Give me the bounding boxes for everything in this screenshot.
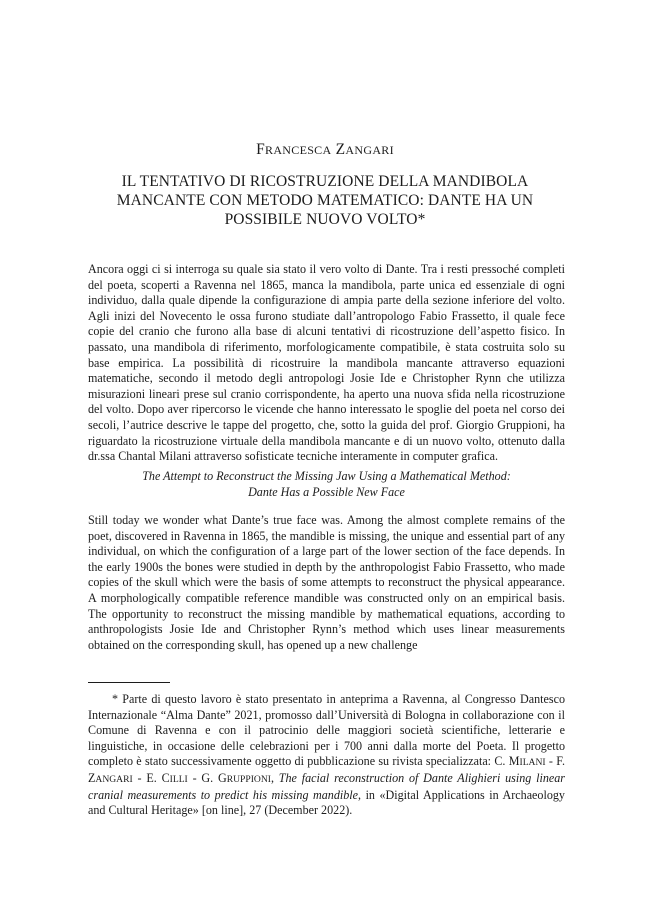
abstract-english: Still today we wonder what Dante’s true face was. Among the almost complete remains of the poet, discovered in Ravenna in 1865, the mandible is missing, the unique and essential part of any individual, on which the configuration of a large part of the lower section of the face depends. In the early 1900s the bones were studied in depth by the anthropologist Fabio Frassetto, who made copies of the skull which were the basis of some attempts to reconstruct the physical appearance. A morphologically compatible reference mandible was constructed only on an empirical basis. The opportunity to reconstruct the missing mandible by mathematical equations, according to anthropologists Josie Ide and Christopher Rynn’s method which uses linear measurements obtained on the corresponding skull, has opened up a new challenge: [88, 513, 565, 652]
abstract-italian: Ancora oggi ci si interroga su quale sia stato il vero volto di Dante. Tra i resti pressoché completi del poeta, scoperti a Ravenna nel 1865, manca la mandibola, parte unica ed essenziale di ogni individuo, dalla quale dipende la configurazione di ampia parte della sezione inferiore del volto. Agli inizi del Novecento le ossa furono studiate dall’antropologo Fabio Frassetto, il quale fece copie del cranio che furono alla base di alcuni tentativi di ricostruzione dell’aspetto fisico. In passato, una mandibola di riferimento, morfologicamente compatibile, è stata costruita solo su base empirica. La possibilità di ricostruire la mandibola mancante attraverso equazioni matematiche, secondo il metodo degli antropologi Josie Ide e Christopher Rynn che utilizza misurazioni lineari prese sul cranio corrispondente, ha aperto una nuova sfida nella ricostruzione del volto. Dopo aver ripercorso le vicende che hanno interessato le spoglie del poeta nel corso dei secoli, l’autrice descrive le tappe del progetto, che, sotto la guida del prof. Giorgio Gruppioni, ha riguardato la ricostruzione virtuale della mandibola mancante e di un nuovo volto, ottenuto dalla dr.ssa Chantal Milani attraverso sofisticate tecniche interamente in computer grafica.: [88, 262, 565, 464]
footnote-article-title: The facial reconstruction of Dante Alighieri using linear cranial measurements to predict his missing mandible: [88, 770, 566, 802]
english-title-line2: Dante Has a Possible New Face: [248, 484, 405, 499]
english-title: [88, 469, 565, 500]
footnote-author-4: G. GRUPPIONI: [201, 770, 271, 785]
author-first-rest: RANCESCA: [265, 143, 332, 157]
footnote-separator: [88, 682, 170, 683]
english-title-line1: The Attempt to Reconstruct the Missing Jaw Using a Mathematical Method:: [142, 469, 511, 483]
footnote-journal: , in «Digital Applications in Archaeology and Cultural Heritage» [on line], 27 (December 2022).: [88, 787, 565, 818]
footnote-author-2: F. ZANGARI: [88, 754, 565, 785]
footnote-author-1: C. MILANI: [494, 754, 546, 769]
footnote-author-3: E. CILLI: [146, 770, 188, 785]
article-title: IL TENTATIVO DI RICOSTRUZIONE DELLA MANDIBOLA MANCANTE CON METODO MATEMATICO: DANTE HA UN POSSIBILE NUOVO VOLTO*: [116, 173, 534, 228]
author-last-initial: Z: [335, 141, 346, 158]
author-last-rest: ANGARI: [345, 143, 394, 157]
footnote-text: * Parte di questo lavoro è stato presentato in anteprima a Ravenna, al Congresso Dantesco Internazionale “Alma Dante” 2021, promosso dall’Università di Bologna in collaborazione con il Comune di Ravenna e con il patrocinio delle maggiori società scientifiche, letterarie e linguistiche, in occasione delle celebrazioni per i 700 anni dalla morte del Poeta. Il progetto completo è stato successivamente oggetto di pubblicazione su rivista specializzata:: [88, 692, 565, 769]
footnote: * Parte di questo lavoro è stato presentato in anteprima a Ravenna, al Congresso Dantesco Internazionale “Alma Dante” 2021, promosso dall’Università di Bologna in collaborazione con il Comune di Ravenna e con il patrocinio delle maggiori società scientifiche, letterarie e linguistiche, in occasione delle celebrazioni per i 700 anni dalla morte del Poeta. Il progetto completo è stato successivamente oggetto di pubblicazione su rivista specializzata: C. MILANI - F. ZANGARI - E. CILLI - G. GRUPPIONI, The facial reconstruction of Dante Alighieri using linear cranial measurements to predict his missing mandible, in «Digital Applications in Archaeology and Cultural Heritage» [on line], 27 (December 2022).: [88, 692, 566, 818]
author-name: [0, 141, 650, 159]
author-first-initial: F: [256, 141, 266, 158]
